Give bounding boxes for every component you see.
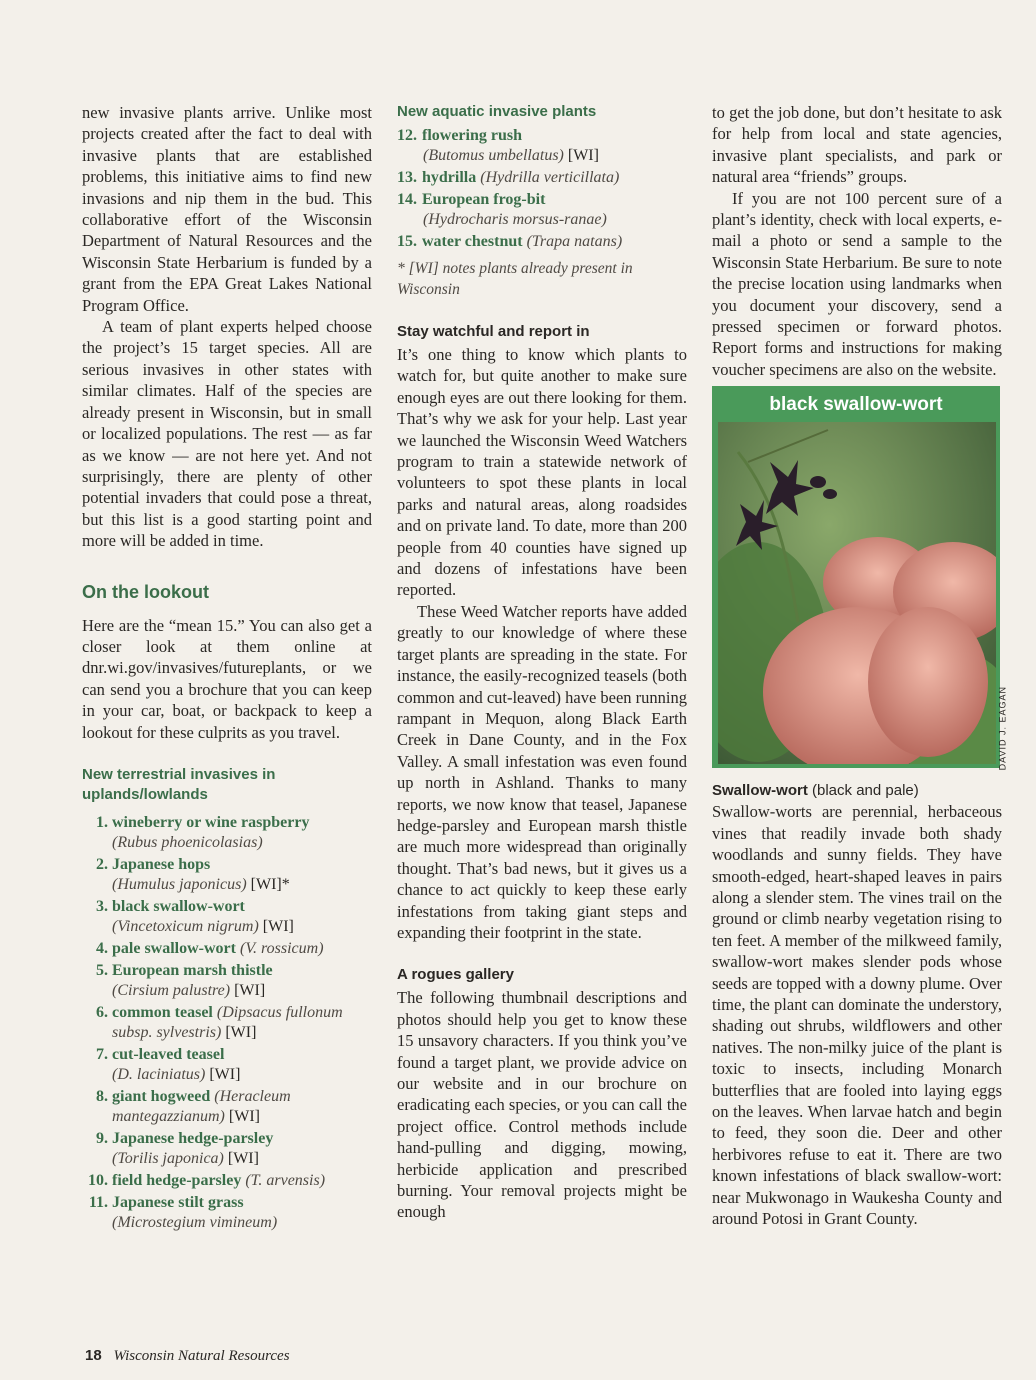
page-footer — [85, 1347, 290, 1365]
team-paragraph: A team of plant experts helped choose the project’s 15 target species. All are serious invasives in other states with similar climates. Half of the species are already present in Wisconsin, but in small or localized populations. The rest — as far as we know — are not here yet. And not surprisingly, there are plenty of other potential invaders that could pose a threat, but this list is a good starting point and more will be added in time. — [82, 317, 372, 551]
reports-paragraph: These Weed Watcher reports have added greatly to our knowledge of where these target plants are spreading in the state. For instance, the easily-recognized teasels (both common and cut-leaved) have been running rampant in Mequon, along Black Earth Creek in Dane County, and in the Fox Valley. A small infestation was even found up north in Ashland. Thanks to many reports, we now know that teasel, Japanese hedge-parsley and European marsh thistle are much more widespread than originally thought. That’s bad news, but it gives us a chance to act quickly to keep these early infestations from taking giant steps and expanding their footprint in the state. — [397, 601, 688, 942]
caption-title: Swallow-wort — [712, 782, 808, 800]
list-item: 8. giant hogweed (Heracleum mantegazzianum) [WI] — [96, 1087, 291, 1125]
list-item: 4. pale swallow-wort (V. rossicum) — [96, 939, 324, 957]
list-item: 6. common teasel (Dipsacus fullonum subsp. sylvestris) [WI] — [96, 1003, 343, 1041]
aquatic-list — [397, 126, 687, 252]
column-3 — [712, 102, 1007, 1229]
list-item: 13. hydrilla (Hydrilla verticillata) — [397, 169, 620, 186]
photo-frame — [712, 386, 1007, 771]
caption-heading — [712, 782, 1002, 799]
rogues-paragraph: The following thumbnail descriptions and photos should help you get to know these 15 unsavory characters. If you think you’ve found a target plant, we provide advice on our website and in our brochure on eradicating each species, or you can call the project office. Control methods include hand-pulling and digging, mowing, herbicide application and prescribed burning. Your removal projects might be enough — [397, 988, 687, 1222]
list-item: 11. Japanese stilt grass (Microstegium vimineum) — [88, 1193, 278, 1231]
rogues-heading: A rogues gallery — [397, 966, 514, 984]
list-item: 3. black swallow-wort (Vincetoxicum nigrum) [WI] — [96, 897, 294, 935]
caption-subtitle: (black and pale) — [812, 782, 919, 800]
continued-paragraph: to get the job done, but don’t hesitate to ask for help from local and state agencies, invasive plant specialists, and park or natural area “friends” groups. — [712, 103, 1002, 187]
photo-title: black swallow-wort — [769, 394, 943, 416]
lookout-paragraph: Here are the “mean 15.” You can also get a closer look at them online at dnr.wi.gov/invasives/futureplants, or we can send you a brochure that you can keep in your car, boat, or backpack to keep a lookout for these culprits as you travel. — [82, 615, 372, 742]
page-number: 18 — [85, 1347, 102, 1364]
list-item: 10. field hedge-parsley (T. arvensis) — [88, 1171, 326, 1189]
watchful-heading: Stay watchful and report in — [397, 323, 590, 340]
watchful-paragraph: It’s one thing to know which plants to watch for, but quite another to make sure enough eyes are out there looking for them. That’s why we ask for your help. Last year we launched the Wisconsin Weed Watchers program to train a statewide network of volunteers to spot these plants in local parks and natural areas, along roadsides and on private land. To date, more than 200 people from 40 counties have signed up and dozens of infestations have been reported. — [397, 345, 687, 600]
caption-text: Swallow-worts are perennial, herbaceous vines that readily invade both shady woodlands and sunny fields. They have smooth-edged, heart-shaped leaves in pairs along a slender stem. The vines trail on the ground or climb nearby vegetation rising to ten feet. A member of the milkweed family, swallow-wort makes slender pods whose seeds are topped with a downy plume. Over time, the plant can dominate the understory, shading out shrubs, wildflowers and other natives. The non-milky juice of the plant is toxic to insects, including Monarch butterflies that are fooled into laying eggs on the leaves. When larvae hatch and begin to feed, they soon die. Deer and other herbivores refuse to eat it. There are two known infestations of black swallow-wort: near Mukwonago in Waukesha County and around Potosi in Grant County. — [712, 802, 1002, 1228]
aquatic-heading: New aquatic invasive plants — [397, 103, 597, 120]
list-item: 14. European frog-bit (Hydrocharis morsus-ranae) — [397, 191, 607, 228]
terrestrial-list — [84, 813, 372, 1233]
wi-footnote: * [WI] notes plants already present in Wisconsin — [397, 260, 633, 298]
list-item: 5. European marsh thistle (Cirsium palustre) [WI] — [96, 961, 273, 999]
list-item: 7. cut-leaved teasel (D. laciniatus) [WI] — [96, 1045, 241, 1083]
list-item: 2. Japanese hops (Humulus japonicus) [WI]* — [96, 855, 290, 893]
terrestrial-heading: New terrestrial invasives in uplands/lowlands — [82, 765, 276, 803]
swallow-wort-photo-art — [718, 422, 996, 764]
intro-paragraph: new invasive plants arrive. Unlike most projects created after the fact to deal with invasive plants that are established problems, this initiative aims to find new invasions and nip them in the bud. This collaborative effort of the Wisconsin Department of Natural Resources and the Wisconsin State Herbarium is funded by a grant from the EPA Great Lakes National Program Office. — [82, 103, 372, 315]
list-item: 12. flowering rush (Butomus umbellatus) [WI] — [397, 127, 599, 164]
column-1 — [82, 102, 372, 1235]
magazine-title: Wisconsin Natural Resources — [113, 1348, 290, 1364]
swallow-wort-photo — [718, 422, 996, 764]
list-item: 1. wineberry or wine raspberry (Rubus phoenicolasias) — [96, 813, 310, 851]
lookout-heading: On the lookout — [82, 581, 209, 602]
list-item: 15. water chestnut (Trapa natans) — [397, 233, 623, 250]
column-2 — [397, 102, 687, 1223]
unsure-paragraph: If you are not 100 percent sure of a plant’s identity, check with local experts, e-mail a photo or send a sample to the Wisconsin State Herbarium. Be sure to note the precise location using landmarks when you document your discovery, send a pressed specimen or forward photos. Report forms and instructions for making voucher specimens are also on the website. — [712, 188, 1002, 379]
list-item: 9. Japanese hedge-parsley (Torilis japonica) [WI] — [96, 1129, 274, 1167]
photo-credit: DAVID J. EAGAN — [997, 686, 1007, 771]
